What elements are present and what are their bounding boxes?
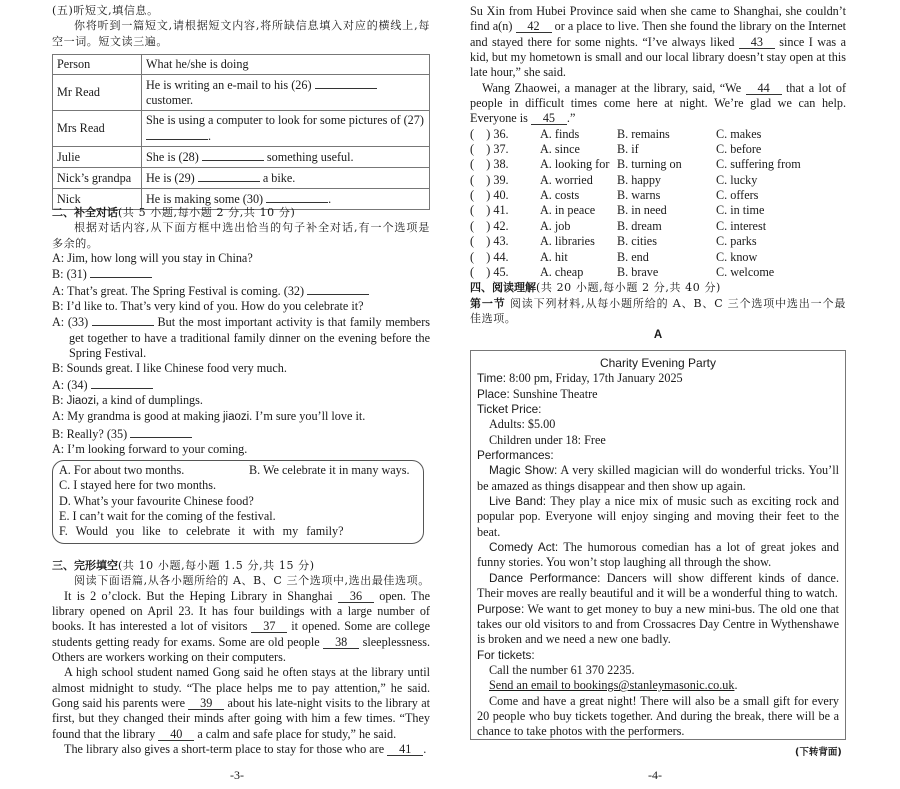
- dialogue-line: [52, 426, 430, 442]
- performances-label: Performances:: [477, 448, 554, 463]
- dialogue-line: [52, 266, 430, 282]
- text-segment: Su Xin from Hubei Province said when she came to Shanghai, she couldn’t find a(n): [470, 4, 846, 34]
- table-row: [53, 168, 430, 189]
- table-row: [53, 147, 430, 168]
- text-segment: since I was a kid, but my hometown is small and our local library doesn’t stay open at this late hour,” she said.: [470, 34, 846, 80]
- text-segment: He is (29): [146, 171, 198, 186]
- doing-cell: [142, 168, 430, 189]
- person-cell: Mrs Read: [53, 111, 142, 147]
- email-end: .: [734, 678, 738, 693]
- blank-41: 41: [387, 743, 423, 756]
- question-number: ( ) 44.: [470, 249, 509, 264]
- choice-a: A. cheap: [540, 264, 584, 279]
- choice-row: [470, 203, 846, 218]
- choice-row: [470, 250, 846, 265]
- header-person: Person: [53, 55, 142, 75]
- place-value: Sunshine Theatre: [509, 386, 598, 401]
- choice-a: A. in peace: [540, 203, 596, 218]
- choice-c: C. suffering from: [716, 157, 801, 172]
- answer-blank: [198, 170, 260, 182]
- choice-b: B. remains: [617, 126, 670, 141]
- cloze-paragraph: [52, 742, 430, 757]
- table-header-row: [53, 55, 430, 75]
- section4-part: 第一节: [470, 296, 506, 310]
- choice-b: B. happy: [617, 172, 662, 187]
- choice-c: C. makes: [716, 126, 762, 141]
- info-table: [52, 54, 430, 210]
- option-b: B. We celebrate it in many ways.: [249, 463, 410, 477]
- text-segment: A high school student named Gong said he often stays at the library until almost midnight to study. “The place helps me to pay attention,” he said. Gong said his parents were: [52, 665, 430, 711]
- cloze-paragraph: [52, 665, 430, 742]
- answer-blank: [92, 314, 154, 326]
- choice-c: C. parks: [716, 234, 757, 249]
- choice-b: B. brave: [617, 264, 659, 279]
- closing-text: Come and have a great night! There will also be a small gift for every 20 people who buy tickets together. And during the break, there will be a chance to take photos with the performers.: [477, 693, 839, 739]
- dialogue-line: [52, 361, 430, 376]
- cloze-paragraph: [470, 81, 846, 127]
- text-segment: I’m looking forward to your coming.: [67, 442, 248, 457]
- text-segment: (34): [67, 377, 91, 392]
- blank-44: 44: [746, 82, 782, 95]
- choice-c: C. offers: [716, 188, 759, 203]
- header-doing: What he/she is doing: [142, 55, 430, 75]
- choice-row: [470, 219, 846, 234]
- choice-a: A. costs: [540, 188, 580, 203]
- cloze-choices: [470, 127, 846, 280]
- question-number: ( ) 38.: [470, 157, 509, 172]
- section3-heading: 三、完形填空: [52, 559, 118, 572]
- call-text: Call the number 61 370 2235.: [489, 662, 635, 677]
- answer-blank: [90, 266, 152, 278]
- choice-a: A. worried: [540, 172, 593, 187]
- text-segment: She is using a computer to look for some pictures of (27): [146, 113, 424, 128]
- choice-a: A. looking for: [540, 157, 610, 172]
- table-row: [53, 75, 430, 111]
- option-f: F. Would you like to celebrate it with my family?: [59, 524, 344, 539]
- page-number-left: -3-: [230, 768, 244, 782]
- dialogue: [52, 251, 430, 457]
- text-segment: sleeplessness. Others are workers working on their computers.: [52, 634, 430, 665]
- text-segment: customer.: [146, 93, 194, 108]
- text-segment: that a lot of people in difficult times come here at night. We’re glad we can help. Everyone is: [470, 80, 847, 126]
- performance-item: [477, 494, 839, 540]
- choice-row: [470, 188, 846, 203]
- dialogue-line: [52, 314, 430, 361]
- performance-text: A very skilled magician will do wonderful tricks. You’ll be amazed as things disappear and then show up again.: [477, 463, 839, 493]
- text-segment: He is making some (30): [146, 192, 267, 207]
- person-cell: Julie: [53, 147, 142, 168]
- performance-text: Dancers will show different kinds of dance. Their moves are really beautiful and it will be a wonderful thing to watch.: [477, 570, 839, 601]
- choice-row: [470, 265, 846, 280]
- text-segment: Wang Zhaowei, a manager at the library, said, “We: [482, 80, 746, 95]
- question-number: ( ) 42.: [470, 218, 509, 233]
- children-price: Children under 18: Free: [489, 432, 606, 447]
- pinyin-word: jiaozi: [222, 411, 250, 424]
- answer-blank: [315, 77, 377, 89]
- question-number: ( ) 37.: [470, 142, 509, 157]
- tickets-label: For tickets:: [477, 647, 535, 662]
- performance-label: Dance Performance:: [489, 570, 601, 585]
- text-segment: Really? (35): [66, 426, 131, 441]
- option-c: C. I stayed here for two months.: [59, 478, 217, 493]
- answer-blank: [91, 377, 153, 389]
- blank-40: 40: [158, 728, 194, 741]
- section4-heading: 四、阅读理解: [470, 281, 536, 295]
- speaker: B:: [52, 393, 67, 408]
- performance-label: Comedy Act:: [489, 540, 559, 555]
- text-segment: something useful.: [263, 150, 354, 165]
- performance-item: [477, 463, 839, 494]
- speaker: A:: [52, 442, 68, 457]
- choice-a: A. libraries: [540, 234, 595, 249]
- performance-label: Magic Show:: [489, 463, 558, 478]
- performance-text: They play a nice mix of music such as exciting rock and popular pop. Everyone will enjoy singing and moving their feet to the beat.: [477, 494, 839, 539]
- speaker: B:: [52, 299, 67, 314]
- answer-blank: [266, 191, 328, 203]
- time-value: 8:00 pm, Friday, 17th January 2025: [506, 371, 683, 386]
- section5-instruction: 你将听到一篇短文,请根据短文内容,将所缺信息填入对应的横线上,每空一词。短文读三遍。: [52, 19, 430, 48]
- cloze-continued: [470, 4, 846, 344]
- answer-blank: [130, 426, 192, 438]
- dialogue-section: [52, 205, 430, 458]
- answer-blank: [307, 283, 369, 295]
- question-number: ( ) 36.: [470, 126, 509, 141]
- text-segment: He is writing an e-mail to his (26): [146, 78, 315, 93]
- person-cell: Mr Read: [53, 75, 142, 111]
- cloze-passage-continued: [470, 4, 846, 127]
- question-number: ( ) 43.: [470, 234, 509, 249]
- text-segment: .: [423, 742, 427, 757]
- choice-c: C. interest: [716, 218, 767, 233]
- text-segment: (31): [66, 267, 90, 282]
- dialogue-line: [52, 442, 430, 457]
- choice-c: C. before: [716, 142, 762, 157]
- speaker: A:: [52, 377, 68, 392]
- options-box: [52, 460, 424, 544]
- choice-b: B. in need: [617, 203, 667, 218]
- adult-price: Adults: $5.00: [489, 417, 556, 432]
- speaker: A:: [52, 315, 68, 330]
- question-number: ( ) 45.: [470, 264, 509, 279]
- section3-instruction: 阅读下面语篇,从各小题所给的 A、B、C 三个选项中,选出最佳选项。: [74, 574, 430, 588]
- cloze-section: [52, 558, 430, 757]
- text-segment: open. The library opened on April 23. It has four buildings with a large number of books. It has interested a lot of visitors: [52, 588, 430, 634]
- ad-title: Charity Evening Party: [599, 356, 717, 370]
- choice-row: [470, 234, 846, 249]
- choice-b: B. turning on: [617, 157, 682, 172]
- doing-cell: [142, 75, 430, 111]
- dialogue-line: [52, 377, 430, 393]
- purpose-label: Purpose:: [477, 601, 525, 616]
- choice-a: A. since: [540, 142, 580, 157]
- choice-b: B. cities: [617, 234, 657, 249]
- speaker: B:: [52, 426, 67, 441]
- choice-b: B. if: [617, 142, 639, 157]
- cloze-paragraph: [52, 589, 430, 666]
- text-segment: I’d like to. That’s very kind of you. How do you celebrate it?: [66, 299, 364, 314]
- cloze-passage: [52, 589, 430, 758]
- text-segment: or a place to live. Then she found the library on the Internet and stayed there for some nights. “I’ve always liked: [470, 19, 846, 49]
- dialogue-line: [52, 409, 430, 425]
- blank-43: 43: [739, 36, 775, 49]
- text-segment: it opened. Some are college students getting ready for exams. Some are old people: [52, 619, 430, 649]
- person-cell: Nick’s grandpa: [53, 168, 142, 189]
- section4-instruction: 阅读下列材料,从每小题所给的 A、B、C 三个选项中选出一个最佳选项。: [470, 296, 846, 325]
- section3-score: (共 10 小题,每小题 1.5 分,共 15 分): [118, 559, 315, 572]
- doing-cell: [142, 111, 430, 147]
- blank-37: 37: [251, 620, 287, 633]
- performance-item: [477, 540, 839, 571]
- dialogue-line: [52, 283, 430, 299]
- choice-b: B. warns: [617, 188, 661, 203]
- text-segment: But the most important activity is that family members get together to have a traditional family dinner on the evening before the Spring Festival.: [69, 315, 431, 361]
- passage-label: A: [653, 329, 663, 342]
- text-segment: a calm and safe place for study,” he said.: [194, 726, 397, 741]
- person-cell: Nick: [53, 189, 142, 210]
- option-e: E. I can’t wait for the coming of the festival.: [59, 509, 276, 524]
- text-segment: That’s great. The Spring Festival is coming. (32): [67, 283, 308, 298]
- choice-row: [470, 127, 846, 142]
- text-segment: It is 2 o’clock. But the Heping Library in Shanghai: [64, 588, 338, 603]
- listening-section: [52, 3, 430, 210]
- choice-a: A. finds: [540, 126, 580, 141]
- speaker: A:: [52, 409, 68, 424]
- dialogue-line: [52, 299, 430, 314]
- text-segment: .”: [566, 111, 576, 126]
- answer-blank: [146, 128, 208, 140]
- blank-42: 42: [516, 20, 552, 33]
- dialogue-line: [52, 393, 430, 409]
- choice-b: B. end: [617, 249, 649, 264]
- doing-cell: [142, 147, 430, 168]
- performance-label: Live Band:: [489, 494, 547, 509]
- blank-39: 39: [188, 697, 224, 710]
- option-a: A. For about two months.: [59, 463, 185, 477]
- text-segment: Jim, how long will you stay in China?: [67, 251, 253, 266]
- text-segment: .: [328, 192, 332, 207]
- text-segment: (33): [67, 315, 92, 330]
- section2-score: (共 5 小题,每小题 2 分,共 10 分): [118, 206, 296, 219]
- performance-item: [477, 571, 839, 602]
- text-segment: .: [208, 129, 212, 144]
- choice-c: C. lucky: [716, 172, 758, 187]
- question-number: ( ) 41.: [470, 203, 509, 218]
- turn-over-note: (下转背面): [795, 747, 842, 758]
- speaker: A:: [52, 283, 68, 298]
- ticket-label: Ticket Price:: [477, 402, 542, 417]
- choice-row: [470, 173, 846, 188]
- choice-a: A. hit: [540, 249, 568, 264]
- answer-blank: [202, 149, 264, 161]
- text-segment: The library also gives a short-term place to stay for those who are: [64, 742, 388, 757]
- speaker: A:: [52, 251, 68, 266]
- section2-instruction: 根据对话内容,从下面方框中选出恰当的句子补全对话,有一个选项是多余的。: [52, 221, 430, 250]
- performance-text: The humorous comedian has a lot of great jokes and funny stories. You won’t stop laughing all through the show.: [477, 540, 839, 570]
- choice-c: C. in time: [716, 203, 765, 218]
- place-label: Place:: [477, 386, 510, 401]
- choice-c: C. welcome: [716, 264, 775, 279]
- dialogue-line: [52, 251, 430, 266]
- text-segment: , a kind of dumplings.: [95, 393, 203, 408]
- choice-row: [470, 142, 846, 157]
- cloze-paragraph: [470, 4, 846, 81]
- text-segment: a bike.: [259, 171, 296, 186]
- blank-45: 45: [531, 112, 567, 125]
- choice-c: C. know: [716, 249, 758, 264]
- question-number: ( ) 39.: [470, 172, 509, 187]
- blank-36: 36: [338, 590, 374, 603]
- section5-heading: (五)听短文,填信息。: [52, 4, 159, 17]
- section2-heading: 二、补全对话: [52, 206, 118, 219]
- performances-list: [477, 463, 839, 601]
- text-segment: My grandma is good at making: [67, 409, 223, 424]
- page-number-right: -4-: [648, 768, 662, 782]
- text-segment: She is (28): [146, 150, 202, 165]
- speaker: B:: [52, 361, 67, 376]
- table-row: [53, 111, 430, 147]
- blank-38: 38: [323, 636, 359, 649]
- section4-score: (共 20 小题,每小题 2 分,共 40 分): [536, 281, 721, 295]
- pinyin-word: Jiaozi: [66, 395, 96, 408]
- purpose-text: We want to get money to buy a new mini-bus. The old one that takes our old visitors to and from Crossacres Day Centre in Wythenshawe is broken and we need a new one badly.: [477, 601, 839, 647]
- option-d: D. What’s your favourite Chinese food?: [59, 493, 254, 508]
- text-segment: about his late-night visits to the library at first, but they changed their minds after going with him a few times. “They found that the library: [52, 696, 430, 741]
- speaker: B:: [52, 267, 67, 282]
- email-link[interactable]: Send an email to bookings@stanleymasonic.co.uk: [489, 678, 735, 693]
- choice-b: B. dream: [617, 218, 662, 233]
- text-segment: . I’m sure you’ll love it.: [249, 409, 366, 424]
- time-label: Time:: [477, 371, 507, 386]
- question-number: ( ) 40.: [470, 188, 509, 203]
- charity-ad: [470, 350, 846, 740]
- choice-row: [470, 157, 846, 172]
- text-segment: Sounds great. I like Chinese food very much.: [66, 361, 287, 376]
- choice-a: A. job: [540, 218, 571, 233]
